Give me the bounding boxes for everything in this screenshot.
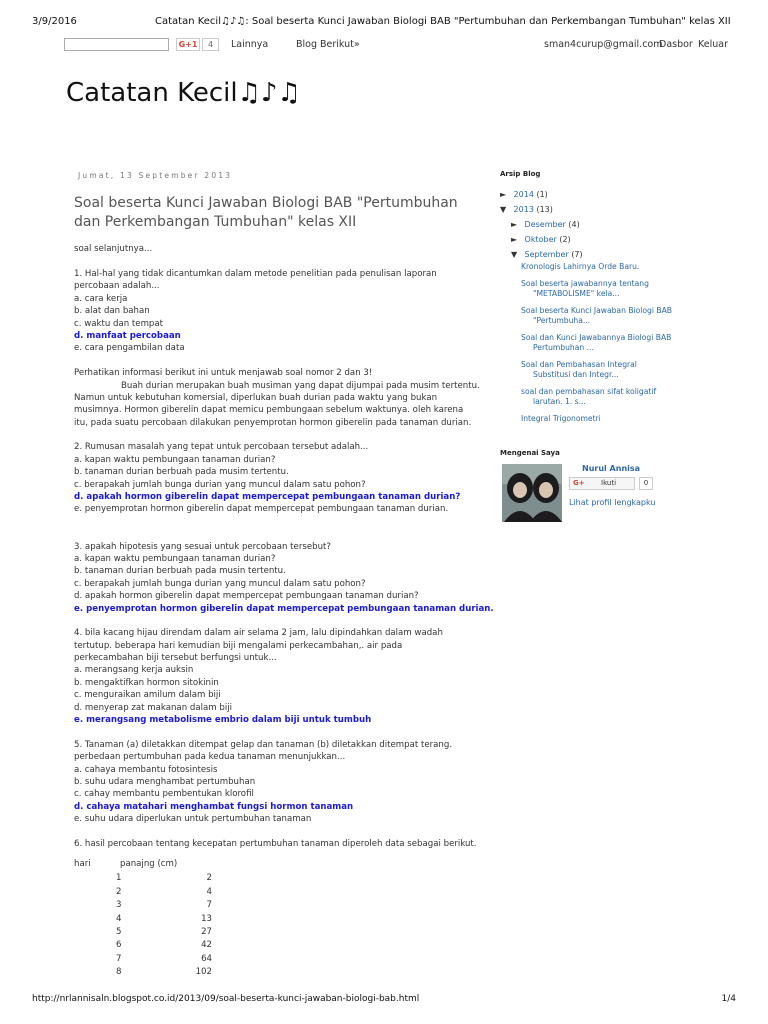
profile-photo[interactable] [502, 464, 562, 522]
archive-post-link-text: "METABOLISME" kela... [533, 289, 620, 298]
spacer [74, 256, 474, 268]
table-header-length: panajng (cm) [120, 859, 178, 870]
archive-post-link[interactable] [521, 333, 690, 354]
post-line: perbedaan pertumbuhan pada kedua tanaman menunjukkan... [74, 752, 346, 763]
table-cell-day: 4 [116, 913, 122, 924]
blogger-navbar [64, 36, 730, 54]
table-cell-day: 3 [116, 900, 122, 911]
post-line: c. waktu dan tempat [74, 318, 164, 329]
post-line: Buah durian merupakan buah musiman yang dapat dijumpai pada musim tertentu. [121, 380, 480, 391]
post-line: percobaan adalah... [74, 281, 160, 292]
about-me-widget [500, 449, 700, 507]
spacer [74, 528, 474, 540]
archive-month-link[interactable]: September [524, 250, 569, 259]
archive-post-link[interactable] [521, 414, 690, 425]
table-row [74, 886, 474, 899]
post-line: Perhatikan informasi berikut ini untuk menjawab soal nomor 2 dan 3! [74, 368, 373, 379]
collapse-arrow-icon[interactable]: ► [511, 220, 518, 229]
print-header [32, 16, 736, 30]
sidebar [500, 170, 690, 430]
post-line: d. menyerap zat makanan dalam biji [74, 702, 232, 713]
post-line: a. cahaya membantu fotosintesis [74, 764, 218, 775]
archive-post-link[interactable] [521, 306, 690, 327]
table-header-day: hari [74, 859, 91, 870]
post-title-line: dan Perkembangan Tumbuhan" kelas XII [74, 214, 357, 231]
archive-year-2014[interactable] [500, 187, 690, 202]
post-line: b. tanaman durian berbuah pada musin tertentu. [74, 566, 286, 577]
post-body [74, 243, 494, 850]
archive-post-link-text: larutan. 1. s... [533, 397, 586, 406]
table-cell-length: 42 [201, 940, 212, 951]
post-line: itu, pada suatu percobaan dilakukan penyemprotan hormon giberelin pada tanaman durian. [74, 417, 472, 428]
print-date: 3/9/2016 [32, 16, 77, 27]
post-line: 5. Tanaman (a) diletakkan ditempat gelap dan tanaman (b) diletakkan ditempat terang. [74, 739, 453, 750]
post-line: c. cahay membantu pembentukan klorofil [74, 789, 254, 800]
print-page-title: Catatan Kecil♫♪♫: Soal beserta Kunci Jawaban Biologi BAB "Pertumbuhan dan Perkembangan Tumbuhan" kelas XII [155, 16, 731, 27]
spacer [74, 726, 474, 738]
table-row [74, 939, 474, 952]
archive-post-link-text: Kronologis Lahirnya Orde Baru. [521, 262, 640, 271]
post-line: a. merangsang kerja auksin [74, 665, 194, 676]
table-cell-length: 7 [206, 900, 212, 911]
answer-line: e. merangsang metabolisme embrio dalam biji untuk tumbuh [74, 715, 372, 726]
archive-post-link-text: soal dan pembahasan sifat koligatif [521, 386, 657, 396]
archive-heading: Arsip Blog [500, 170, 541, 178]
post-line: Namun untuk kebutuhan komersial, diperlukan buah durian pada waktu yang bukan [74, 392, 438, 403]
table-row [74, 872, 474, 885]
print-page-number: 1/4 [721, 994, 736, 1004]
user-email: sman4curup@gmail.com [544, 39, 663, 50]
post-line: a. kapan waktu pembungaan tanaman durian? [74, 553, 276, 564]
spacer [74, 826, 474, 838]
spacer [74, 516, 474, 528]
archive-post-link-text: Soal beserta jawabannya tentang [521, 278, 649, 288]
blog-title[interactable]: Catatan Kecil♫♪♫ [66, 78, 301, 108]
collapse-arrow-icon[interactable]: ► [511, 235, 518, 244]
post-line: c. berapakah jumlah bunga durian yang muncul dalam satu pohon? [74, 578, 366, 589]
table-cell-day: 7 [116, 953, 122, 964]
answer-line: d. cahaya matahari menghambat fungsi hormon tanaman [74, 801, 354, 812]
archive-month-desember[interactable] [511, 217, 690, 232]
expand-arrow-icon[interactable]: ▼ [500, 205, 507, 214]
archive-count: (13) [536, 205, 553, 214]
answer-line: d. apakah hormon giberelin dapat mempercepat pembungaan tanaman durian? [74, 492, 461, 503]
archive-count: (1) [536, 190, 548, 199]
table-row [74, 899, 474, 912]
archive-post-link-text: Pertumbuhan ... [533, 343, 594, 352]
post-line: e. cara pengambilan data [74, 343, 185, 354]
table-cell-length: 64 [201, 953, 212, 964]
dashboard-link[interactable]: Dasbor [659, 39, 693, 50]
table-cell-length: 102 [195, 967, 212, 978]
answer-line: e. penyemprotan hormon giberelin dapat mempercepat pembungaan tanaman durian. [74, 603, 494, 614]
follow-label: Ikuti [601, 479, 617, 487]
post-line: soal selanjutnya... [74, 244, 153, 255]
growth-table [74, 858, 474, 979]
spacer [74, 355, 474, 367]
post-line: 6. hasil percobaan tentang kecepatan pertumbuhan tanaman diperoleh data sebagai berikut. [74, 838, 477, 849]
archive-post-link-text: "Pertumbuha... [533, 316, 591, 325]
about-heading: Mengenai Saya [500, 449, 560, 457]
archive-post-link-text: Soal beserta Kunci Jawaban Biologi BAB [521, 305, 672, 315]
post-line: a. kapan waktu pembungaan tanaman durian? [74, 454, 276, 465]
archive-count: (4) [568, 220, 580, 229]
archive-post-link[interactable] [521, 360, 690, 381]
gplus-icon: G+ [573, 479, 585, 487]
post-line: perkecambahan biji tersebut berfungsi untuk... [74, 653, 277, 664]
post-line: 4. bila kacang hijau direndam dalam air selama 2 jam, lalu dipindahkan dalam wadah [74, 628, 443, 639]
table-row [74, 913, 474, 926]
table-cell-length: 2 [206, 873, 212, 884]
archive-month-oktober[interactable] [511, 232, 690, 247]
post-line: 3. apakah hipotesis yang sesuai untuk percobaan tersebut? [74, 541, 331, 552]
more-link[interactable]: Lainnya [231, 39, 269, 50]
archive-month-link[interactable]: Oktober [524, 235, 557, 244]
archive-count: (2) [559, 235, 571, 244]
spacer [74, 429, 474, 441]
post-line: b. mengaktifkan hormon sitokinin [74, 677, 219, 688]
archive-post-link[interactable] [521, 262, 690, 273]
post-line: c. berapakah jumlah bunga durian yang muncul dalam satu pohon? [74, 479, 366, 490]
follower-count: 0 [639, 477, 653, 490]
table-cell-day: 6 [116, 940, 122, 951]
print-url: http://nrlannisaln.blogspot.co.id/2013/09/soal-beserta-kunci-jawaban-biologi-bab.html [32, 994, 420, 1004]
archive-year-link[interactable]: 2013 [513, 205, 534, 214]
archive-post-link-text: Soal dan Pembahasan Integral [521, 359, 637, 369]
archive-month-link[interactable]: Desember [524, 220, 566, 229]
logout-link[interactable]: Keluar [698, 39, 728, 50]
follow-button[interactable] [569, 477, 635, 490]
archive-count: (7) [571, 250, 583, 259]
post-title[interactable] [74, 194, 474, 232]
post-line: e. suhu udara diperlukan untuk pertumbuhan tanaman [74, 814, 312, 825]
gplus-button[interactable]: G+1 [176, 38, 200, 51]
post-line: c. menguraikan amilum dalam biji [74, 690, 221, 701]
table-row [74, 926, 474, 939]
answer-line: d. manfaat percobaan [74, 330, 181, 341]
archive-month-september[interactable] [511, 247, 690, 262]
archive-post-link[interactable] [521, 279, 690, 300]
archive-post-link-text: Soal dan Kunci Jawabannya Biologi BAB [521, 332, 672, 342]
table-cell-day: 8 [116, 967, 122, 978]
archive-post-link[interactable] [521, 387, 690, 408]
post-line: 1. Hal-hal yang tidak dicantumkan dalam metode penelitian pada penulisan laporan [74, 268, 437, 279]
gplus-count: 4 [202, 38, 219, 51]
archive-year-link[interactable]: 2014 [513, 190, 534, 199]
post-line: b. alat dan bahan [74, 306, 150, 317]
post-line: a. cara kerja [74, 293, 128, 304]
table-cell-length: 4 [206, 886, 212, 897]
profile-name[interactable]: Nurul Annisa [582, 464, 641, 473]
archive-year-2013[interactable] [500, 202, 690, 217]
post-line: b. tanaman durian berbuah pada musim tertentu. [74, 467, 289, 478]
view-profile-link[interactable]: Lihat profil lengkapku [569, 498, 656, 507]
post-date: Jumat, 13 September 2013 [78, 171, 233, 180]
archive-post-list [521, 262, 690, 424]
spacer [74, 615, 474, 627]
table-row [74, 966, 474, 979]
table-cell-length: 13 [201, 913, 212, 924]
post-line: 2. Rumusan masalah yang tepat untuk percobaan tersebut adalah... [74, 442, 369, 453]
archive-post-link-text: Integral Trigonometri [521, 413, 601, 423]
post-content [74, 170, 494, 979]
profile-photo-image [502, 464, 562, 522]
archive-post-link-text: Substitusi dan Integr... [533, 370, 619, 379]
post-line: musimnya. Hormon giberelin dapat memicu pembungaan sebelum waktunya. oleh karena [74, 405, 464, 416]
table-cell-length: 27 [201, 926, 212, 937]
table-row [74, 953, 474, 966]
expand-arrow-icon[interactable]: ▼ [511, 250, 518, 259]
table-cell-day: 2 [116, 886, 122, 897]
collapse-arrow-icon[interactable]: ► [500, 190, 507, 199]
post-title-line: Soal beserta Kunci Jawaban Biologi BAB "Pertumbuhan [74, 195, 458, 212]
post-line: b. suhu udara menghambat pertumbuhan [74, 777, 256, 787]
next-blog-link[interactable]: Blog Berikut» [296, 39, 360, 50]
search-input[interactable] [64, 38, 169, 51]
post-line: tertutup. beberapa hari kemudian biji mengalami perkecambahan,. air pada [74, 640, 403, 651]
table-cell-day: 1 [116, 873, 122, 884]
table-cell-day: 5 [116, 926, 122, 937]
post-line: e. penyemprotan hormon giberelin dapat mempercepat pembungaan tanaman durian. [74, 504, 449, 515]
post-line: d. apakah hormon giberelin dapat mempercepat pembungaan tanaman durian? [74, 591, 419, 602]
